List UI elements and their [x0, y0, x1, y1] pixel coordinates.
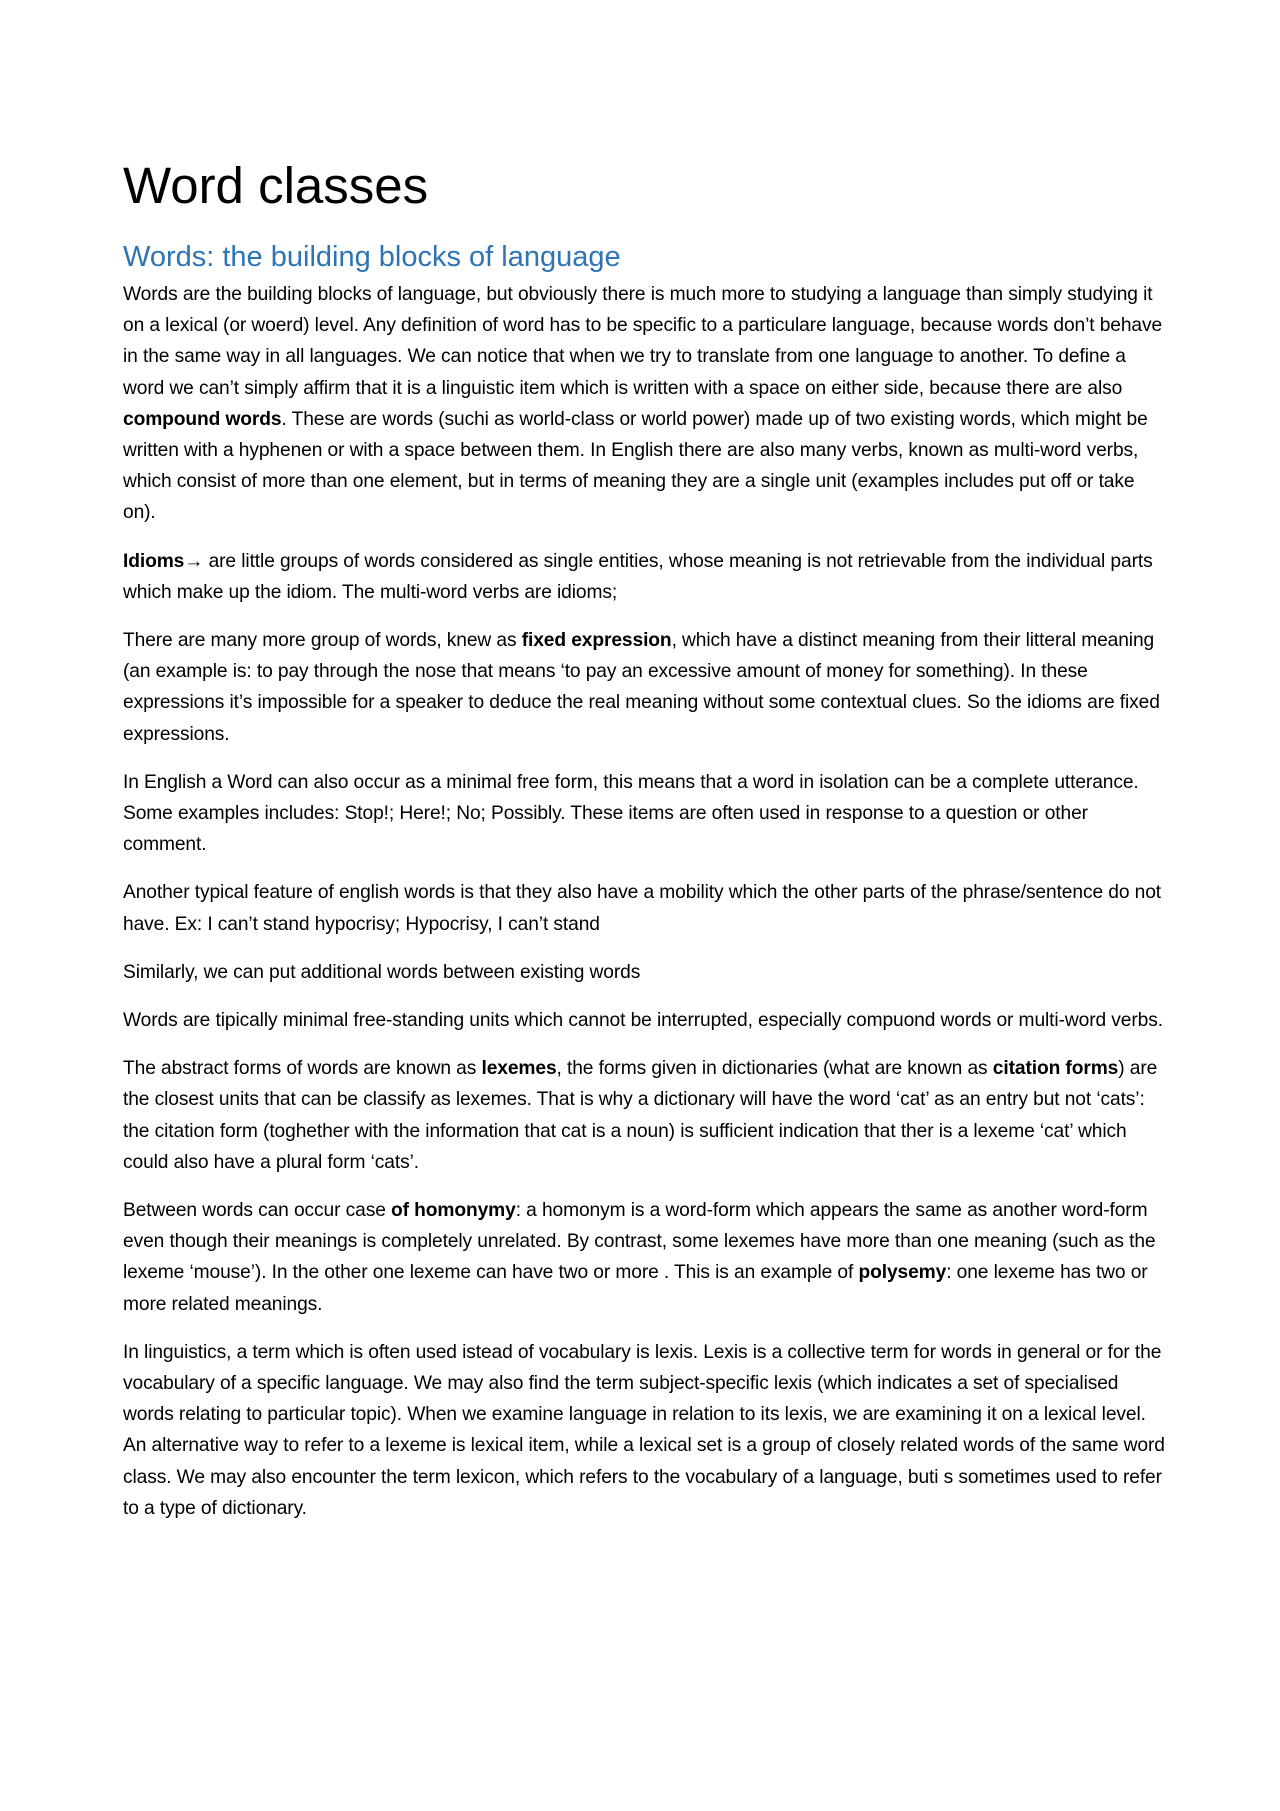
paragraph-text: , which have a distinct meaning from their litteral meaning (an example is: to pay through the nose that means ‘to pay an excessive amount of money for something). In these expressions it’s impossible for a speaker to deduce the real meaning without some contextual clues. So the idioms are fixed expressions. — [123, 629, 1160, 745]
paragraph-text: Between words can occur case — [123, 1199, 391, 1221]
body-paragraph — [123, 877, 1171, 939]
paragraph-text: are little groups of words considered as single entities, whose meaning is not retrievable from the individual parts which make up the idiom. The multi-word verbs are idioms; — [123, 550, 1153, 603]
paragraph-text: , the forms given in dictionaries (what are known as — [556, 1058, 993, 1080]
document-body — [123, 158, 1171, 1541]
section-heading: Words: the building blocks of language — [123, 241, 621, 274]
body-paragraph — [123, 767, 1171, 861]
bold-term: → — [184, 550, 204, 572]
body-paragraph — [123, 1337, 1171, 1524]
body-paragraph — [123, 1005, 1171, 1036]
bold-term: compound words — [123, 408, 282, 430]
bold-term: citation forms — [992, 1058, 1119, 1080]
paragraph-text: : a homonym is a word-form which appears the same as another word-form even though their meanings is completely unrelated. By contrast, some lexemes have more than one meaning (such as the lexeme ‘mouse’). In the other one lexeme can have two or more . This is an example of — [123, 1199, 1156, 1284]
bold-term: lexemes — [481, 1058, 557, 1080]
bold-term: fixed expression — [521, 629, 672, 651]
body-paragraph — [123, 625, 1171, 750]
document-title: Word classes — [123, 157, 429, 214]
paragraph-text: . These are words (suchi as world-class or world power) made up of two existing words, which might be written with a hyphenen or with a space between them. In English there are also many verbs, known as multi-word verbs, which consist of more than one element, but in terms of meaning they are a single unit (examples includes put off or take on). — [123, 408, 1148, 524]
body-paragraph — [123, 546, 1171, 608]
paragraph-text: In linguistics, a term which is often used istead of vocabulary is lexis. Lexis is a collective term for words in general or for the vocabulary of a specific language. We may also find the term subject-specific lexis (which indicates a set of specialised words relating to particular topic). When we examine language in relation to its lexis, we are examining it on a lexical level. An alternative way to refer to a lexeme is lexical item, while a lexical set is a group of closely related words of the same word class. We may also encounter the term lexicon, which refers to the vocabulary of a language, buti s sometimes used to refer to a type of dictionary. — [123, 1341, 1165, 1519]
paragraph-text: Similarly, we can put additional words between existing words — [123, 961, 641, 983]
body-paragraph — [123, 279, 1171, 529]
bold-term: of homonymy — [391, 1199, 516, 1221]
body-paragraph — [123, 1195, 1171, 1320]
body-paragraph — [123, 957, 1171, 988]
paragraph-text: The abstract forms of words are known as — [123, 1058, 482, 1080]
paragraph-text: Words are tipically minimal free-standing units which cannot be interrupted, especially compuond words or multi-word verbs. — [123, 1009, 1163, 1031]
bold-term: polysemy — [858, 1262, 947, 1284]
bold-term: Idioms — [123, 550, 185, 572]
paragraph-text: Another typical feature of english words is that they also have a mobility which the other parts of the phrase/sentence do not have. Ex: I can’t stand hypocrisy; Hypocrisy, I can’t stand — [123, 882, 1161, 935]
paragraph-text: ) are the closest units that can be classify as lexemes. That is why a dictionary will have the word ‘cat’ as an entry but not ‘cats’: the citation form (toghether with the information that cat is a noun) is sufficient indication that ther is a lexeme ‘cat’ which could also have a plural form ‘cats’. — [123, 1058, 1158, 1173]
paragraph-text: In English a Word can also occur as a minimal free form, this means that a word in isolation can be a complete utterance. Some examples includes: Stop!; Here!; No; Possibly. These items are often used in response to a question or other comment. — [123, 771, 1139, 856]
paragraph-text: Words are the building blocks of language, but obviously there is much more to studying a language than simply studying it on a lexical (or woerd) level. Any definition of word has to be specific to a particulare language, because words don’t behave in the same way in all languages. We can notice that when we try to translate from one language to another. To define a word we can’t simply affirm that it is a linguistic item which is written with a space on either side, because there are also — [123, 283, 1163, 399]
paragraph-list — [123, 279, 1171, 1524]
paragraph-text: There are many more group of words, knew as — [123, 629, 522, 651]
body-paragraph — [123, 1053, 1171, 1178]
paragraph-text: : one lexeme has two or more related meanings. — [123, 1262, 1148, 1315]
